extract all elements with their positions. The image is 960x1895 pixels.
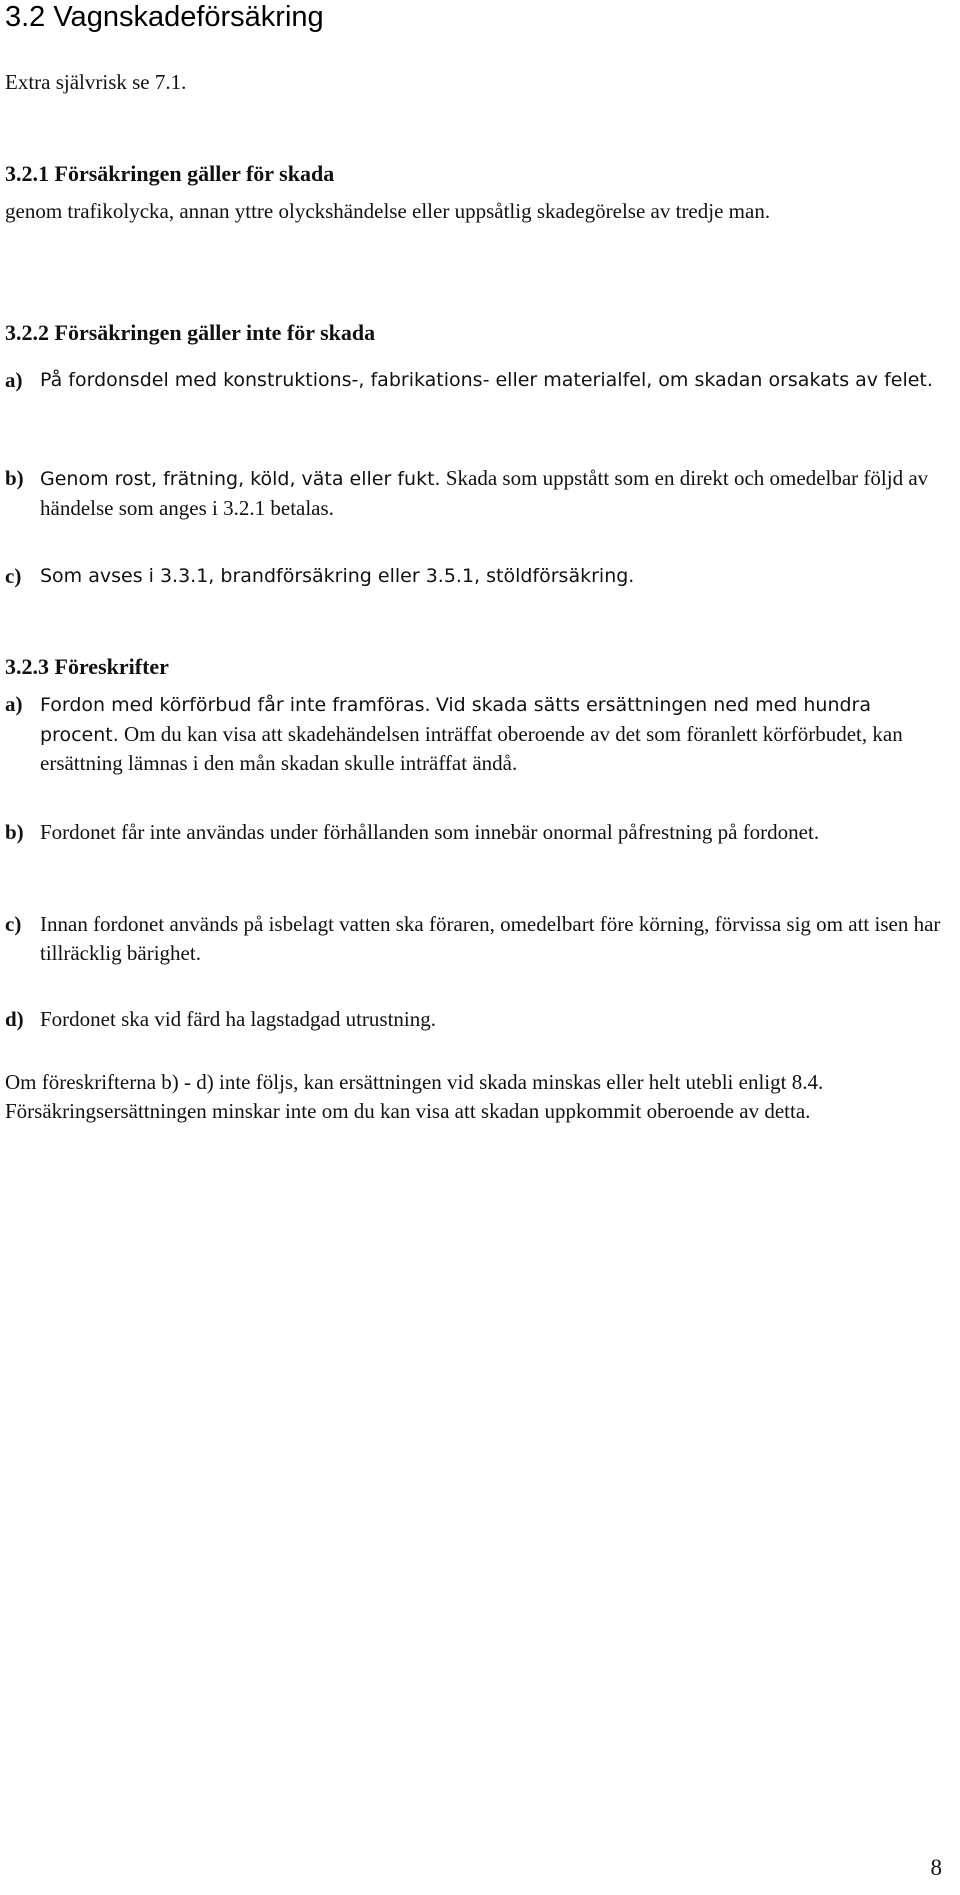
list-item-text: Fordon med körförbud får inte framföras. <box>40 694 431 716</box>
list-item <box>5 818 945 847</box>
heading-3-2-1: 3.2.1 Försäkringen gäller för skada <box>5 161 335 186</box>
list-item-text: Skada som uppstått som en direkt och omedelbar följd av händelse som anges i 3.2.1 betalas. <box>40 466 929 520</box>
list-item-label: a) <box>5 368 23 392</box>
list-item <box>5 1005 945 1034</box>
list-item-label: d) <box>5 1007 24 1031</box>
list-item <box>5 464 945 522</box>
page-number: 8 <box>930 1855 942 1880</box>
list-item-label: b) <box>5 820 24 844</box>
list-item <box>5 690 945 778</box>
heading-3-2-2: 3.2.2 Försäkringen gäller inte för skada <box>5 320 376 345</box>
list-item-text: Genom rost, frätning, köld, väta eller fukt. <box>40 468 441 490</box>
list-item <box>5 562 945 591</box>
list-item-label: b) <box>5 466 24 490</box>
paragraph-3-2-1: genom trafikolycka, annan yttre olyckshändelse eller uppsåtlig skadegörelse av tredje man. <box>5 199 771 223</box>
list-item-text: Som avses i 3.3.1, brandförsäkring eller 3.5.1, stöldförsäkring. <box>40 565 635 587</box>
list-item-text: Fordonet får inte användas under förhållanden som innebär onormal påfrestning på fordonet. <box>40 820 820 844</box>
list-item-text: Innan fordonet används på isbelagt vatten ska föraren, omedelbart före körning, förvissa sig om att isen har tillräcklig bärighet. <box>40 912 941 965</box>
list-item-label: c) <box>5 912 22 936</box>
list-item-text: Om du kan visa att skadehändelsen inträffat oberoende av det som föranlett körförbudet, kan ersättning lämnas i den mån skadan skulle inträffat ändå. <box>40 721 903 775</box>
list-item <box>5 910 945 967</box>
list-item <box>5 366 945 395</box>
heading-3-2-3: 3.2.3 Föreskrifter <box>5 654 169 679</box>
list-item-label: a) <box>5 692 23 716</box>
closing-paragraph: Om föreskrifterna b) - d) inte följs, kan ersättningen vid skada minskas eller helt utebli enligt 8.4. Försäkringsersättningen minskar inte om du kan visa att skadan uppkommit oberoende av detta. <box>5 1070 824 1123</box>
list-item-text: På fordonsdel med konstruktions-, fabrikations- eller materialfel, om skadan orsakats av felet. <box>40 369 933 391</box>
section-note: Extra självrisk se 7.1. <box>5 70 187 94</box>
section-title: 3.2 Vagnskadeförsäkring <box>5 1 324 33</box>
list-item-label: c) <box>5 564 22 588</box>
list-item-text: Vid skada sätts ersättningen ned med hundra procent. <box>40 694 872 746</box>
list-item-text: Fordonet ska vid färd ha lagstadgad utrustning. <box>40 1007 437 1031</box>
